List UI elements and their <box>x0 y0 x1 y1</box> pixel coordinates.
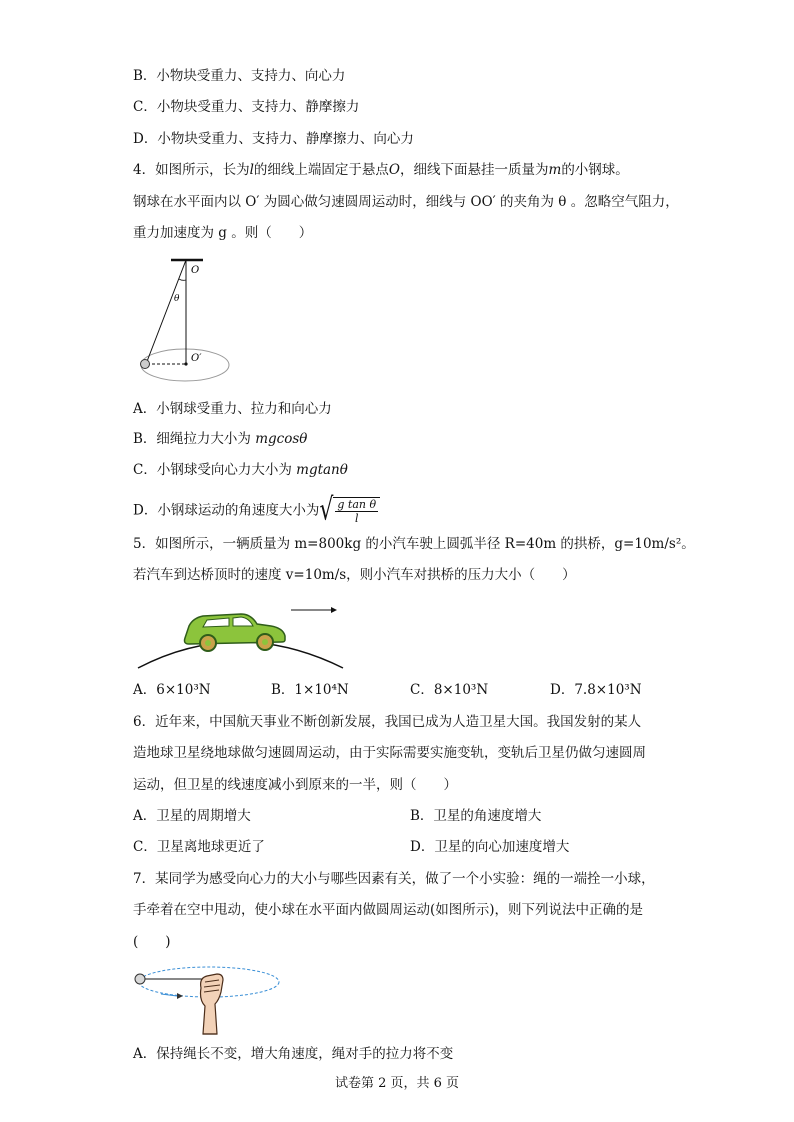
ball <box>135 974 145 984</box>
motion-arrow <box>161 994 177 996</box>
bridge-arc <box>138 642 343 668</box>
q6-option-b: B．卫星的角速度增大 <box>410 808 542 824</box>
q5-option-d: D．7.8×10³N <box>550 682 642 698</box>
theta-arc <box>179 279 186 280</box>
q7-stem-line3: ( ) <box>133 934 171 950</box>
q6-option-a: A．卫星的周期增大 <box>133 808 251 824</box>
q4-stem-line1: 4．如图所示，长为l的细线上端固定于悬点O，细线下面悬挂一质量为m的小钢球。 <box>133 162 629 178</box>
label-o-prime: O′ <box>191 353 202 364</box>
q3-option-c: C．小物块受重力、支持力、静摩擦力 <box>133 99 360 115</box>
car <box>185 614 286 651</box>
page-footer: 试卷第 2 页，共 6 页 <box>334 1076 460 1091</box>
label-o: O <box>191 265 200 276</box>
sqrt-formula: √ $\frac{\text{g tan θ}}{l}$ <box>319 497 380 525</box>
q4-option-b: B．细绳拉力大小为 mgcosθ <box>133 431 308 447</box>
q3-option-b: B．小物块受重力、支持力、向心力 <box>133 68 346 84</box>
q4-stem-line3: 重力加速度为 g 。则（ ） <box>133 225 313 241</box>
q4-option-c: C．小钢球受向心力大小为 mgtanθ <box>133 462 348 478</box>
q7-option-a: A．保持绳长不变，增大角速度，绳对手的拉力将不变 <box>133 1046 454 1062</box>
q4-option-a: A．小钢球受重力、拉力和向心力 <box>133 401 332 417</box>
q7-hand-ball-figure <box>133 960 288 1040</box>
q6-stem-line2: 造地球卫星绕地球做匀速圆周运动，由于实际需要实施变轨，变轨后卫星仍做匀速圆周 <box>133 745 646 761</box>
q5-option-c: C．8×10³N <box>410 682 489 698</box>
steel-ball <box>141 360 150 369</box>
q5-car-bridge-figure <box>133 598 353 673</box>
q4-option-d: D．小钢球运动的角速度大小为 √ $\frac{\text{g tan θ}}{l}$ <box>133 497 380 525</box>
q5-stem-line1: 5．如图所示，一辆质量为 m=800kg 的小汽车驶上圆弧半径 R=40m 的拱桥，g=10m/s²。 <box>133 536 695 552</box>
q6-option-c: C．卫星离地球更近了 <box>133 839 265 855</box>
q3-option-d: D．小物块受重力、支持力、静摩擦力、向心力 <box>133 131 414 147</box>
q7-stem-line2: 手牵着在空中甩动，使小球在水平面内做圆周运动(如图所示)，则下列说法中正确的是 <box>133 902 644 918</box>
q5-option-a: A．6×10³N <box>133 682 211 698</box>
q4-stem-line2: 钢球在水平面内以 O′ 为圆心做匀速圆周运动时，细线与 OO′ 的夹角为 θ 。忽略空气阻力， <box>133 194 679 210</box>
hand-icon <box>201 974 224 1034</box>
q6-stem-line3: 运动，但卫星的线速度减小到原来的一半，则（ ） <box>133 777 457 793</box>
q7-stem-line1: 7．某同学为感受向心力的大小与哪些因素有关，做了一个小实验：绳的一端拴一小球， <box>133 871 655 887</box>
q6-option-d: D．卫星的向心加速度增大 <box>410 839 570 855</box>
q5-option-b: B．1×10⁴N <box>271 682 349 698</box>
string-line <box>146 260 186 364</box>
q5-stem-line2: 若汽车到达桥顶时的速度 v=10m/s，则小汽车对拱桥的压力大小（ ） <box>133 567 576 583</box>
arrow-head <box>331 607 337 613</box>
center-dot <box>184 362 187 365</box>
q6-stem-line1: 6．近年来，中国航天事业不断创新发展，我国已成为人造卫星大国。我国发射的某人 <box>133 714 642 730</box>
motion-arrow-head <box>177 993 183 999</box>
label-theta: θ <box>174 294 180 304</box>
q4-pendulum-figure <box>133 255 263 385</box>
